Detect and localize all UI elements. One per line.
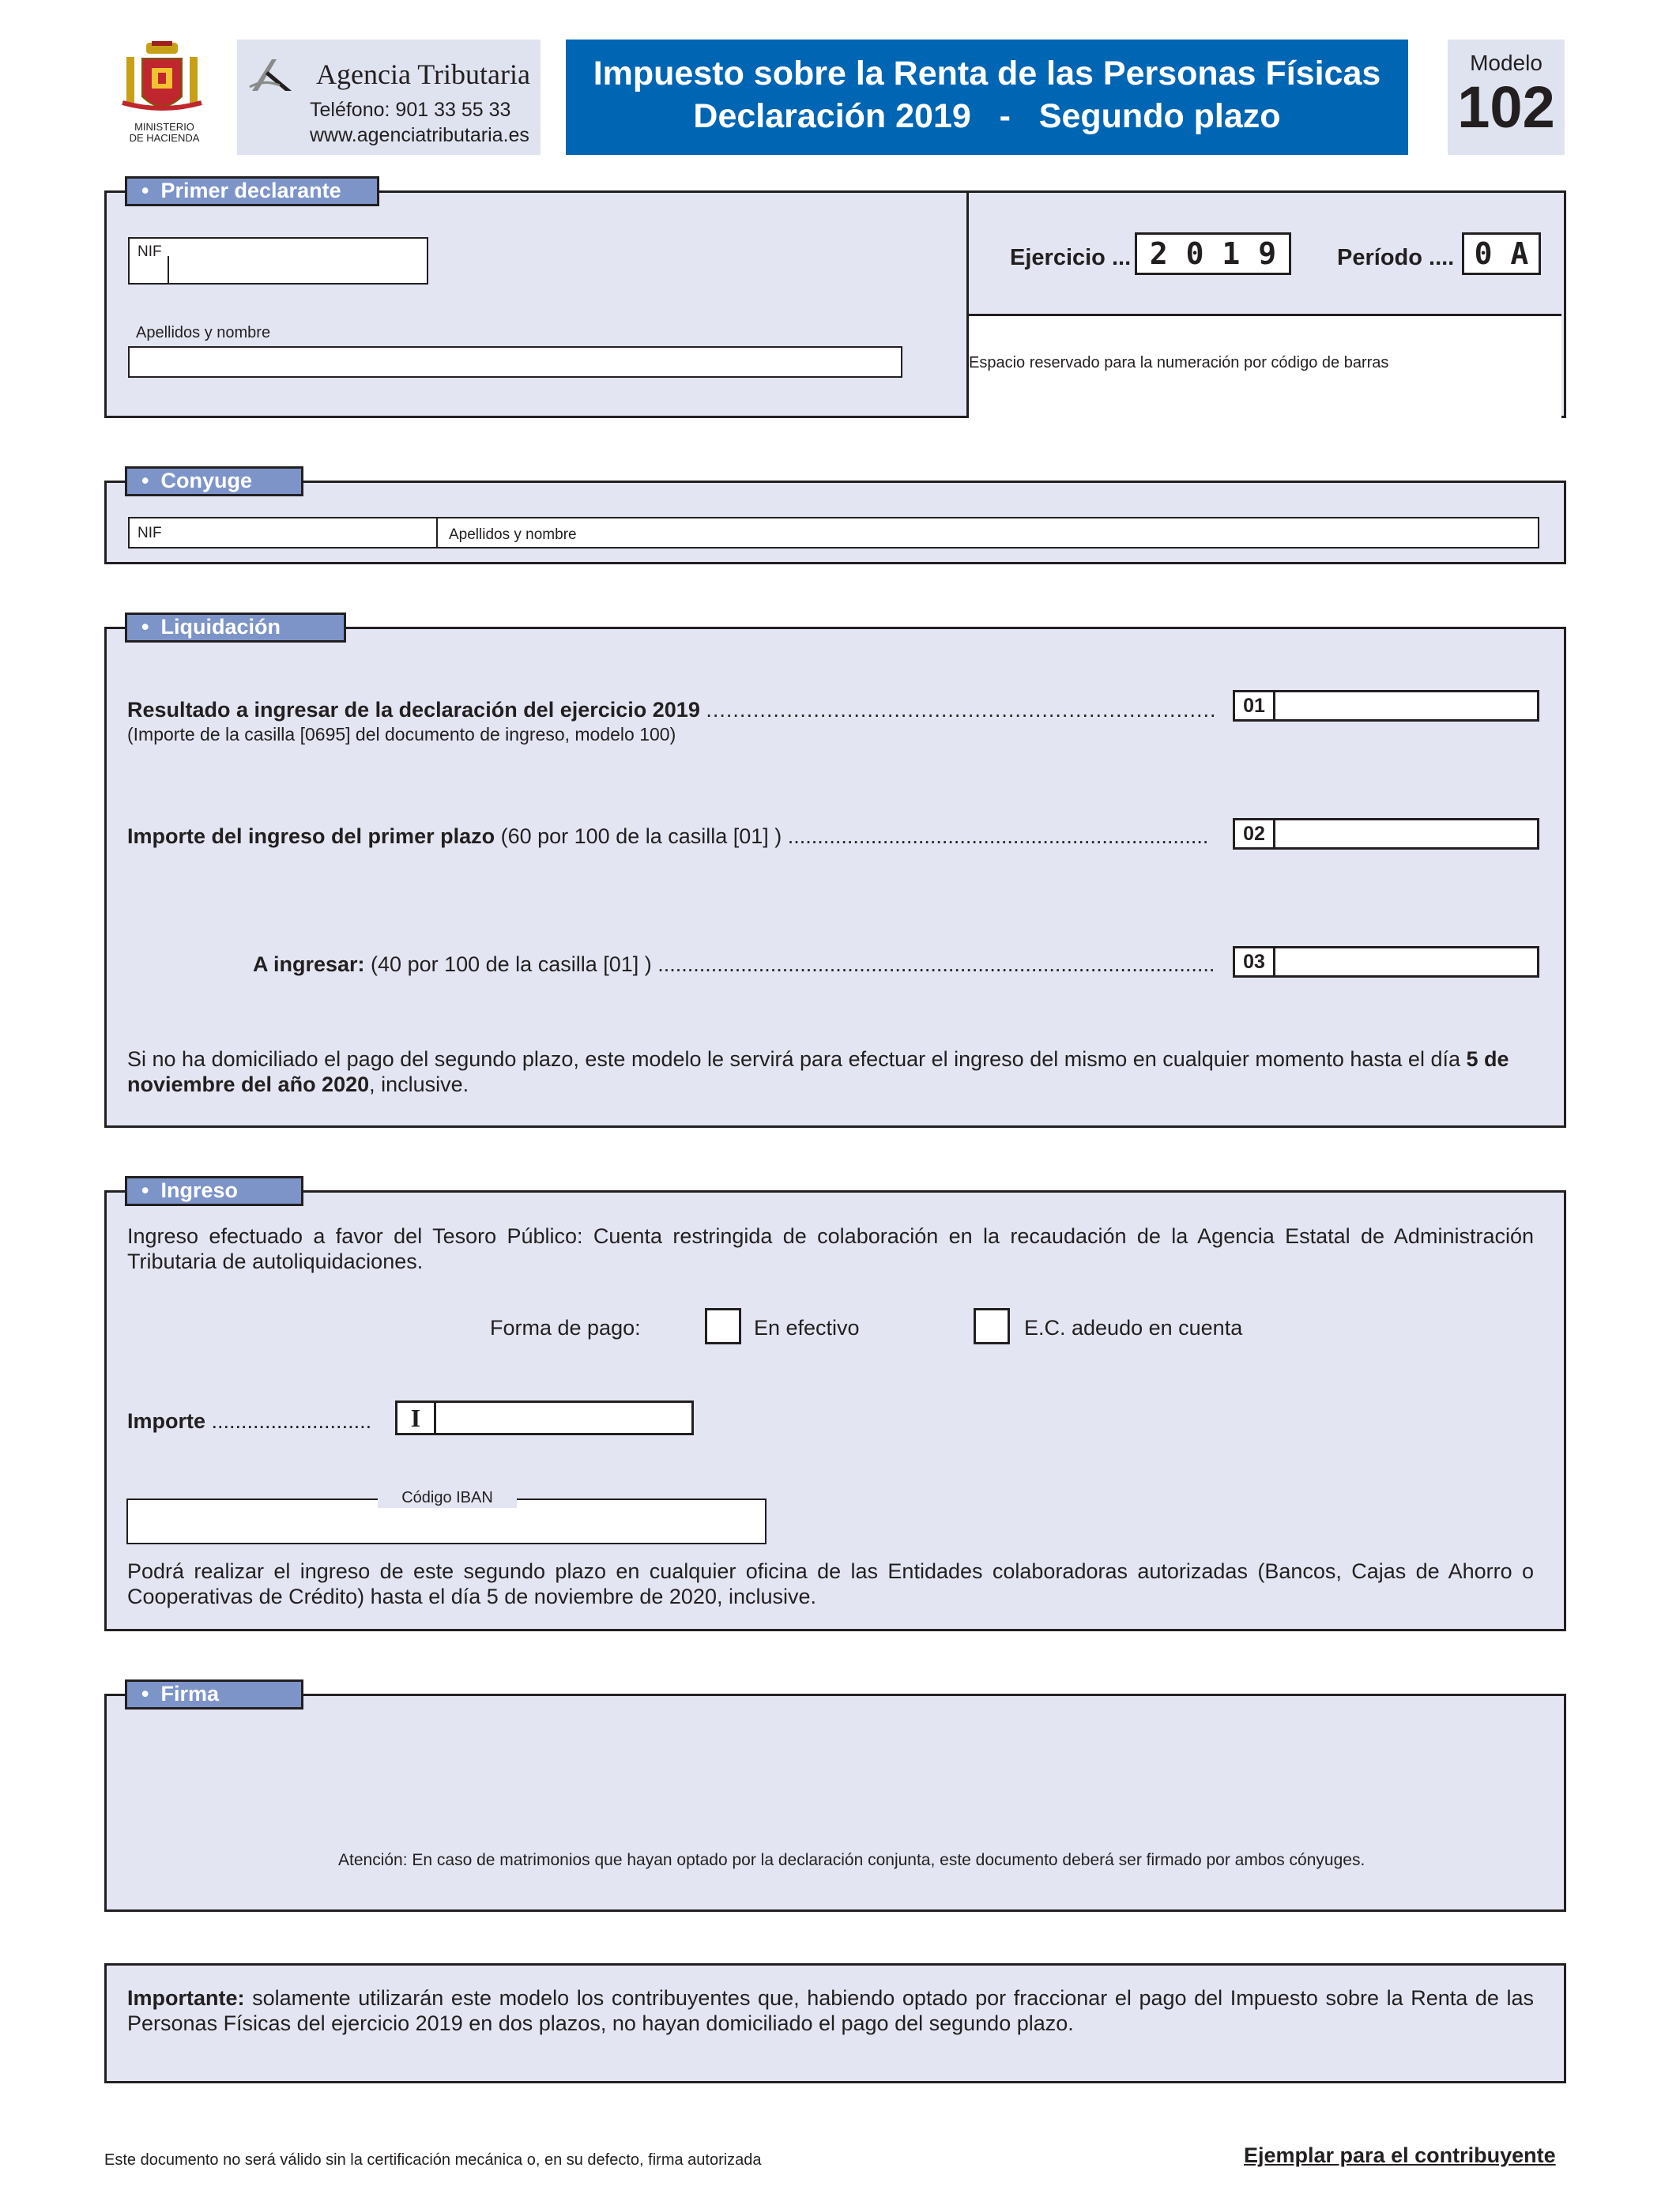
checkbox-en-efectivo[interactable] <box>705 1308 741 1344</box>
conyuge-nif-label: NIF <box>137 525 162 541</box>
option-adeudo-cuenta-label: E.C. adeudo en cuenta <box>1024 1316 1243 1340</box>
ingreso-note: Podrá realizar el ingreso de este segundo plazo en cualquier oficina de las Entidades colaboradoras autorizadas (Bancos, Cajas de Ahorro o Cooperativas de Crédito) hasta el día 5 de noviembre de 2020, inclusive. <box>127 1559 1534 1608</box>
section-title-firma: • Firma <box>125 1679 303 1710</box>
casilla-03-number: 03 <box>1235 948 1275 975</box>
section-title-primer-declarante: • Primer declarante <box>125 176 379 206</box>
liquidacion-line-03 <box>253 952 1215 977</box>
nombre-field[interactable] <box>128 346 902 378</box>
casilla-02-number: 02 <box>1235 820 1275 847</box>
barcode-note: Espacio reservado para la numeración por código de barras <box>969 354 1389 371</box>
modelo-label: Modelo <box>1470 51 1543 75</box>
agency-website[interactable]: www.agenciatributaria.es <box>310 124 529 146</box>
liquidacion-line-01-dots: ............................................................................ <box>706 698 1217 722</box>
liquidacion-line-02 <box>127 824 1208 849</box>
liquidacion-line-02-rest: (60 por 100 de la casilla [01] ) ....................................................................... <box>495 824 1209 848</box>
agency-phone: Teléfono: 901 33 55 33 <box>310 99 511 121</box>
importe-label: Importe <box>127 1409 206 1433</box>
ingreso-intro: Ingreso efectuado a favor del Tesoro Público: Cuenta restringida de colaboración en la recaudación de la Agencia Estatal de Administración Tributaria de autoliquidaciones. <box>127 1224 1534 1273</box>
periodo-field[interactable]: 0 A <box>1462 232 1541 275</box>
importe-dots: ........................... <box>211 1409 372 1433</box>
liquidacion-note: Si no ha domiciliado el pago del segundo plazo, este modelo le servirá para efectuar el ingreso del mismo en cualquier momento hasta el día 5 de noviembre del año 2020, inclusive. <box>127 1047 1509 1096</box>
ejercicio-label: Ejercicio ... <box>1010 245 1132 270</box>
form-title-banner <box>566 40 1408 155</box>
agency-logo-icon <box>248 55 296 95</box>
liquidacion-line-01-label: Resultado a ingresar de la declaración del ejercicio 2019 <box>127 698 700 722</box>
primer-declarante-panel <box>104 190 1566 418</box>
liquidacion-line-03-rest: (40 por 100 de la casilla [01] ) .............................................................................................. <box>364 952 1215 976</box>
modelo-box <box>1448 40 1565 155</box>
section-title-conyuge: • Conyuge <box>125 466 303 496</box>
footer-copy-label: Ejemplar para el contribuyente <box>1244 2143 1556 2167</box>
form-title-line2: Declaración 2019 - Segundo plazo <box>693 97 1281 135</box>
liquidacion-line-03-label: A ingresar: <box>253 952 365 976</box>
section-title-ingreso: • Ingreso <box>125 1176 303 1206</box>
ministry-name: MINISTERIO DE HACIENDA <box>129 121 200 144</box>
nif-label: NIF <box>137 243 162 260</box>
section-title-liquidacion: • Liquidación <box>125 613 346 643</box>
modelo-number: 102 <box>1457 74 1555 140</box>
option-en-efectivo-label: En efectivo <box>754 1316 860 1340</box>
liquidacion-line-02-label: Importe del ingreso del primer plazo <box>127 824 495 848</box>
form-title-line1: Impuesto sobre la Renta de las Personas Físicas <box>593 55 1381 92</box>
casilla-01[interactable] <box>1233 690 1539 722</box>
nif-field[interactable] <box>128 237 428 285</box>
casilla-01-number: 01 <box>1235 692 1275 719</box>
importante-text: Importante: solamente utilizarán este modelo los contribuyentes que, habiendo optado por fraccionar el pago del Impuesto sobre la Renta de las Personas Físicas del ejercicio 2019 en dos plazos, no hayan domiciliado el pago del segundo plazo. <box>127 1986 1534 2035</box>
importe-row <box>127 1408 371 1434</box>
importe-field[interactable] <box>395 1400 694 1435</box>
nif-check-divider <box>168 256 169 285</box>
casilla-03[interactable] <box>1233 946 1539 978</box>
agency-header-box <box>237 40 541 155</box>
forma-pago-label: Forma de pago: <box>490 1316 641 1340</box>
nombre-label: Apellidos y nombre <box>136 324 271 341</box>
checkbox-adeudo-cuenta[interactable] <box>974 1308 1010 1344</box>
agency-name: Agencia Tributaria <box>316 58 530 90</box>
ejercicio-field[interactable]: 2 0 1 9 <box>1135 232 1291 275</box>
periodo-label: Período .... <box>1337 245 1455 270</box>
conyuge-nif-field[interactable] <box>128 517 438 548</box>
firma-signature-area[interactable] <box>142 1731 1525 1842</box>
footer-validity-note: Este documento no será válido sin la certificación mecánica o, en su defecto, firma autorizada <box>104 2151 762 2169</box>
iban-label: Código IBAN <box>378 1487 517 1508</box>
conyuge-nombre-label: Apellidos y nombre <box>449 526 577 543</box>
liquidacion-line-01-sub: (Importe de la casilla [0695] del documento de ingreso, modelo 100) <box>127 724 676 745</box>
importe-marker: I <box>397 1403 436 1433</box>
firma-note: Atención: En caso de matrimonios que hayan optado por la declaración conjunta, este documento deberá ser firmado por ambos cónyuges. <box>338 1851 1365 1869</box>
conyuge-nombre-field[interactable] <box>436 517 1539 548</box>
casilla-02[interactable] <box>1233 818 1539 850</box>
liquidacion-line-01 <box>127 697 1216 722</box>
importante-label: Importante: <box>127 1986 245 2010</box>
